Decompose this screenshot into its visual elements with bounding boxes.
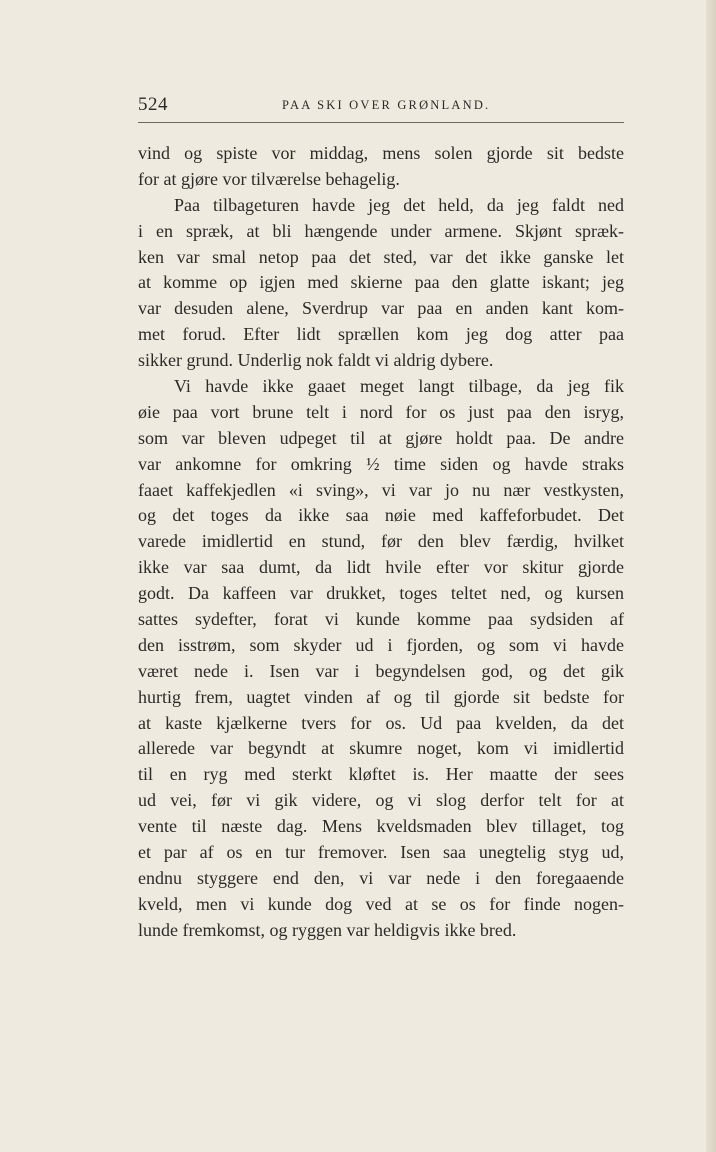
text-line: i en spræk, at bli hængende under armene. Skjønt spræk- xyxy=(138,220,624,241)
text-line: ud vei, før vi gik videre, og vi slog derfor telt for at xyxy=(138,790,624,811)
text-line: sikker grund. Underlig nok faldt vi aldrig dybere. xyxy=(138,350,494,371)
text-line: øie paa vort brune telt i nord for os just paa den isryg, xyxy=(138,401,624,422)
text-line: kveld, men vi kunde dog ved at se os for finde nogen- xyxy=(138,893,624,914)
text-line: sattes sydefter, forat vi kunde komme paa sydsiden af xyxy=(138,609,624,630)
text-line: og det toges da ikke saa nøie med kaffeforbudet. Det xyxy=(138,505,624,526)
page-header xyxy=(138,92,624,118)
text-line: som var bleven udpeget til at gjøre holdt paa. De andre xyxy=(138,427,624,448)
text-line: lunde fremkomst, og ryggen var heldigvis ikke bred. xyxy=(138,919,517,940)
text-line: var ankomne for omkring ½ time siden og havde straks xyxy=(138,453,624,474)
text-line: den isstrøm, som skyder ud i fjorden, og som vi havde xyxy=(138,634,624,655)
text-line: ikke var saa dumt, da lidt hvile efter vor skitur gjorde xyxy=(138,557,624,578)
body-text xyxy=(138,141,624,944)
text-line: hurtig frem, uagtet vinden af og til gjorde sit bedste for xyxy=(138,686,624,707)
running-head: PAA SKI OVER GRØNLAND. xyxy=(282,98,491,112)
text-line: faaet kaffekjedlen «i sving», vi var jo nu nær vestkysten, xyxy=(138,479,624,500)
page-number: 524 xyxy=(138,94,168,115)
text-line: ken var smal netop paa det sted, var det ikke ganske let xyxy=(138,246,624,267)
text-line: været nede i. Isen var i begyndelsen god, og det gik xyxy=(138,660,624,681)
header-rule xyxy=(138,122,624,123)
text-line: vind og spiste vor middag, mens solen gjorde sit bedste xyxy=(138,143,624,163)
page-edge xyxy=(706,0,716,1152)
text-line: at komme op igjen med skierne paa den glatte iskant; jeg xyxy=(138,272,624,293)
text-line: for at gjøre vor tilværelse behagelig. xyxy=(138,168,400,189)
text-line: allerede var begyndt at skumre noget, kom vi imidlertid xyxy=(138,738,624,759)
text-line: vente til næste dag. Mens kveldsmaden blev tillaget, tog xyxy=(138,816,624,837)
text-line: godt. Da kaffeen var drukket, toges teltet ned, og kursen xyxy=(138,583,624,604)
text-line: var desuden alene, Sverdrup var paa en anden kant kom- xyxy=(138,298,624,319)
text-line: varede imidlertid en stund, før den blev færdig, hvilket xyxy=(138,531,624,552)
text-line: til en ryg med sterkt kløftet is. Her maatte der sees xyxy=(138,764,624,785)
text-line: Vi havde ikke gaaet meget langt tilbage, da jeg fik xyxy=(174,376,624,397)
text-line: met forud. Efter lidt sprællen kom jeg dog atter paa xyxy=(138,324,624,345)
text-line: Paa tilbageturen havde jeg det held, da jeg faldt ned xyxy=(174,194,624,215)
text-line: et par af os en tur fremover. Isen saa unegtelig styg ud, xyxy=(138,842,624,863)
text-line: at kaste kjælkerne tvers for os. Ud paa kvelden, da det xyxy=(138,712,624,733)
text-line: endnu styggere end den, vi var nede i den foregaaende xyxy=(138,867,624,888)
